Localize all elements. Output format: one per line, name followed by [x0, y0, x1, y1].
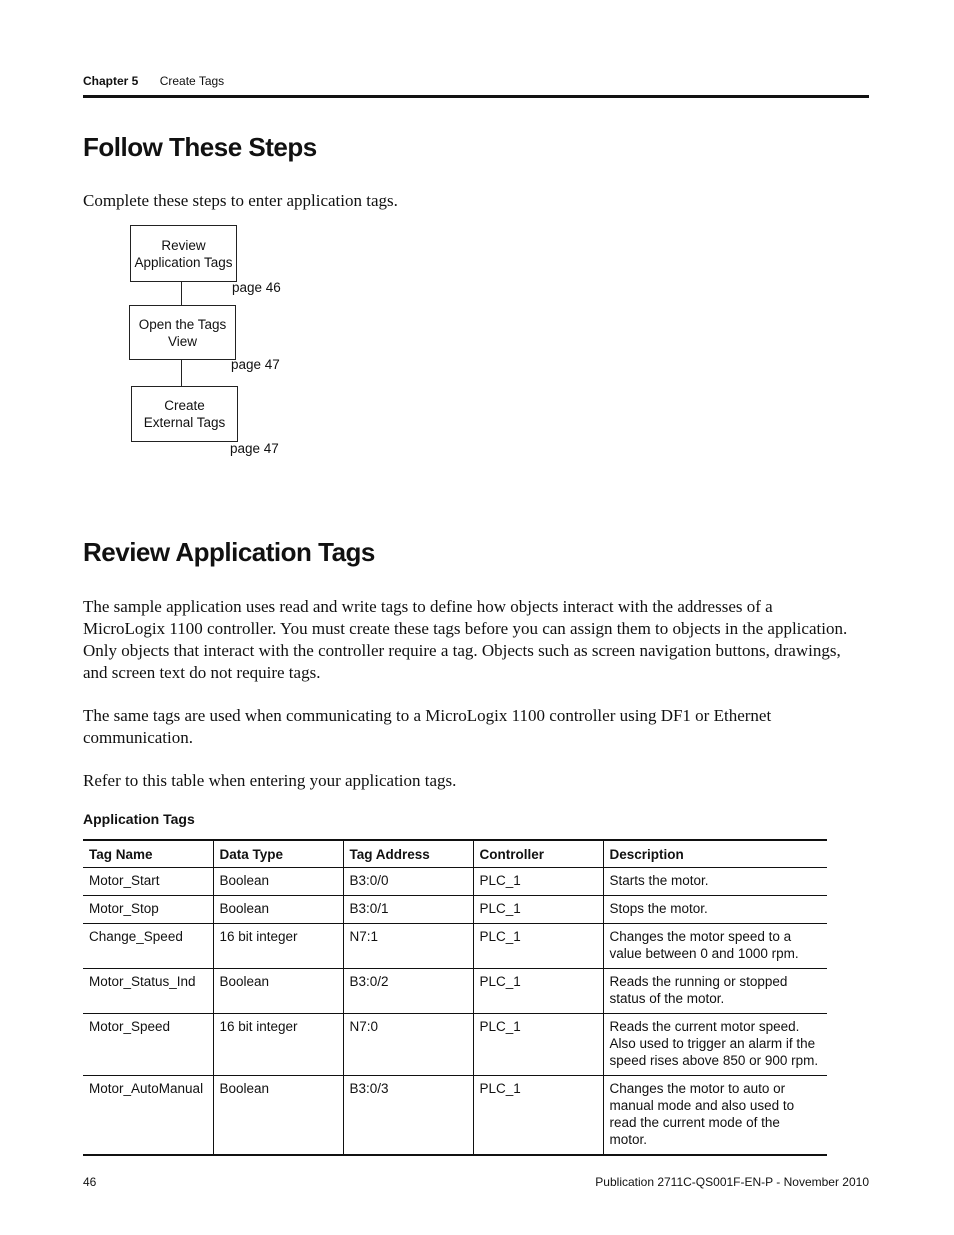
- header-rule: [83, 95, 869, 98]
- flowchart-step-review: [130, 225, 237, 282]
- table-cell: Boolean: [213, 969, 343, 1014]
- table-row: [83, 969, 827, 1014]
- flowchart-connector: [181, 360, 182, 386]
- table-title: Application Tags: [83, 811, 195, 827]
- table-cell: B3:0/3: [343, 1076, 473, 1156]
- step-page-ref: page 47: [231, 357, 280, 372]
- table-cell: Starts the motor.: [603, 868, 827, 896]
- table-row: [83, 1014, 827, 1076]
- review-paragraph-2: The same tags are used when communicating to a MicroLogix 1100 controller using DF1 or Ethernet communication.: [83, 706, 772, 747]
- step-label-line2: View: [167, 333, 197, 349]
- table-cell: Boolean: [213, 1076, 343, 1156]
- column-header: Tag Address: [343, 840, 473, 868]
- table-cell: N7:1: [343, 924, 473, 969]
- column-header: Controller: [473, 840, 603, 868]
- table-cell: Changes the motor to auto or manual mode and also used to read the current mode of the motor.: [603, 1076, 827, 1156]
- table-cell: PLC_1: [473, 1076, 603, 1156]
- table-cell: PLC_1: [473, 969, 603, 1014]
- column-header: Tag Name: [83, 840, 213, 868]
- step-label-line1: Review: [161, 237, 206, 253]
- table-cell: Motor_Stop: [83, 896, 213, 924]
- table-row: [83, 868, 827, 896]
- publication-info: Publication 2711C-QS001F-EN-P - November 2010: [595, 1175, 869, 1189]
- column-header: Data Type: [213, 840, 343, 868]
- table-cell: PLC_1: [473, 1014, 603, 1076]
- table-cell: PLC_1: [473, 896, 603, 924]
- step-label-line2: Application Tags: [134, 254, 233, 270]
- page-number: 46: [83, 1175, 97, 1189]
- flowchart-connector: [181, 282, 182, 305]
- step-label-line2: External Tags: [143, 415, 226, 430]
- table-header-row: [83, 840, 827, 868]
- step-label-line1: Create: [164, 398, 205, 413]
- follow-steps-heading: Follow These Steps: [83, 132, 317, 162]
- table-cell: Reads the current motor speed. Also used to trigger an alarm if the speed rises above 850 or 900 rpm.: [603, 1014, 827, 1076]
- table-cell: Changes the motor speed to a value between 0 and 1000 rpm.: [603, 924, 827, 969]
- table-cell: Motor_Start: [83, 868, 213, 896]
- running-header: [83, 74, 224, 88]
- table-cell: PLC_1: [473, 924, 603, 969]
- flowchart-step-create-external: [131, 386, 238, 442]
- column-header: Description: [603, 840, 827, 868]
- table-cell: Motor_Status_Ind: [83, 969, 213, 1014]
- review-paragraph-3: Refer to this table when entering your application tags.: [83, 771, 457, 790]
- table-cell: B3:0/1: [343, 896, 473, 924]
- table-row: [83, 896, 827, 924]
- table-cell: Reads the running or stopped status of the motor.: [603, 969, 827, 1014]
- table-cell: Boolean: [213, 868, 343, 896]
- flowchart-step-open-tags: [129, 305, 236, 360]
- table-cell: Motor_AutoManual: [83, 1076, 213, 1156]
- review-tags-heading: Review Application Tags: [83, 537, 375, 567]
- table-cell: Change_Speed: [83, 924, 213, 969]
- table-cell: 16 bit integer: [213, 1014, 343, 1076]
- step-label-line1: Open the Tags: [138, 316, 227, 332]
- table-cell: Stops the motor.: [603, 896, 827, 924]
- follow-steps-intro: Complete these steps to enter application tags.: [83, 191, 398, 210]
- table-row: [83, 924, 827, 969]
- table-cell: PLC_1: [473, 868, 603, 896]
- application-tags-table: [83, 839, 827, 1156]
- step-page-ref: page 46: [232, 280, 281, 295]
- table-cell: N7:0: [343, 1014, 473, 1076]
- chapter-label: Chapter 5: [83, 74, 139, 88]
- section-label: Create Tags: [159, 74, 225, 88]
- table-cell: Motor_Speed: [83, 1014, 213, 1076]
- step-page-ref: page 47: [230, 441, 279, 456]
- table-cell: B3:0/2: [343, 969, 473, 1014]
- review-paragraph-1: The sample application uses read and write tags to define how objects interact with the addresses of a MicroLogix 1100 controller. You must create these tags before you can assign them to objects in the application. Only objects that interact with the controller require a tag. Objects such as screen navigation buttons, drawings, and screen text do not require tags.: [83, 597, 848, 682]
- table-row: [83, 1076, 827, 1156]
- table-cell: B3:0/0: [343, 868, 473, 896]
- table-cell: 16 bit integer: [213, 924, 343, 969]
- table-cell: Boolean: [213, 896, 343, 924]
